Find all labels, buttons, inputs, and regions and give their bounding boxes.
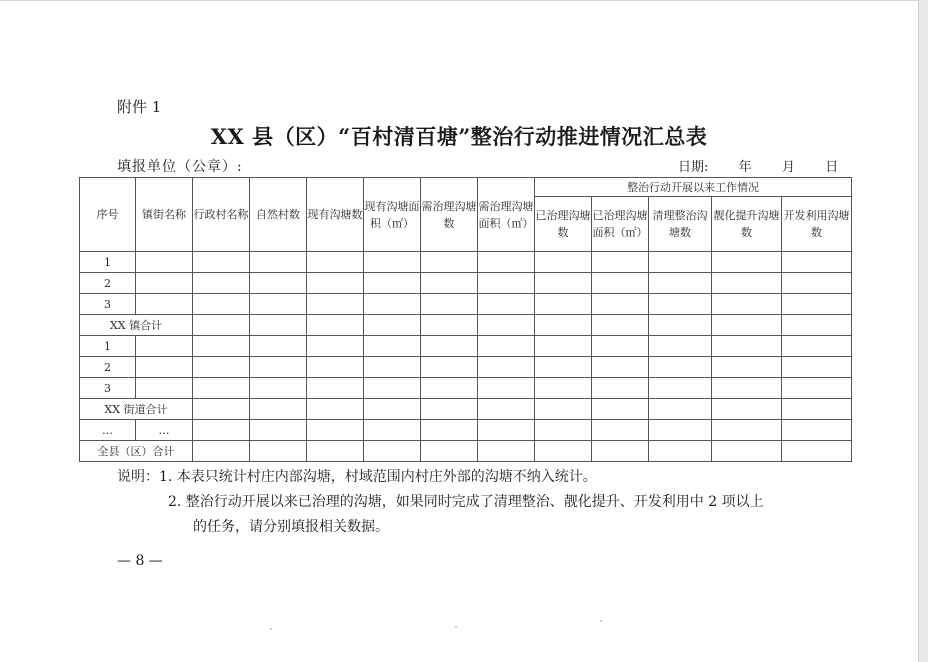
scan-speck [455, 626, 457, 628]
scan-speck [600, 620, 602, 622]
header-cleaned: 清理整治沟塘数 [649, 197, 712, 252]
note-line-2: 2. 整治行动开展以来已治理的沟塘，如果同时完成了清理整治、靓化提升、开发利用中 2 项以上 [168, 494, 764, 510]
header-treated-count: 已治理沟塘数 [535, 197, 592, 252]
header-beautified: 靓化提升沟塘数 [712, 197, 782, 252]
subtotal-label: XX 街道合计 [80, 399, 193, 420]
attachment-label: 附件 1 [117, 98, 162, 116]
page-title: XX 县（区）“百村清百塘”整治行动推进情况汇总表 [210, 124, 708, 149]
fill-unit-label: 填报单位（公章）: [117, 159, 243, 175]
subtotal-row [80, 399, 852, 420]
table-row [80, 357, 852, 378]
row-seq: 3 [80, 294, 136, 315]
date-month: 月 [781, 160, 795, 175]
header-town: 镇街名称 [136, 178, 193, 252]
header-need-count: 需治理沟塘数 [421, 178, 478, 252]
date-year: 年 [738, 160, 752, 175]
header-seq: 序号 [80, 178, 136, 252]
table-row [80, 252, 852, 273]
table-row [80, 273, 852, 294]
note-line-3: 的任务，请分别填报相关数据。 [193, 519, 389, 535]
header-admin-village: 行政村名称 [193, 178, 250, 252]
header-existing-area: 现有沟塘面积（㎡） [364, 178, 421, 252]
header-developed: 开发利用沟塘数 [782, 197, 852, 252]
row-seq: 1 [80, 336, 136, 357]
row-town: … [136, 420, 193, 441]
header-need-area: 需治理沟塘面积（㎡） [478, 178, 535, 252]
date-day: 日 [825, 160, 839, 175]
total-row [80, 441, 852, 462]
note-line-1: 说明：1. 本表只统计村庄内部沟塘，村域范围内村庄外部的沟塘不纳入统计。 [117, 469, 597, 485]
header-group: 整治行动开展以来工作情况 [535, 178, 852, 197]
table-row [80, 336, 852, 357]
date-line [678, 156, 838, 175]
table-row [80, 420, 852, 441]
subtotal-label: XX 镇合计 [80, 315, 193, 336]
subtotal-row [80, 315, 852, 336]
header-existing-ponds: 现有沟塘数 [307, 178, 364, 252]
row-seq: 3 [80, 378, 136, 399]
header-treated-area: 已治理沟塘面积（㎡） [592, 197, 649, 252]
date-label: 日期: [678, 160, 709, 175]
table-row [80, 294, 852, 315]
row-seq: 2 [80, 273, 136, 294]
table-row [80, 378, 852, 399]
header-natural-village: 自然村数 [250, 178, 307, 252]
page-number: — 8 — [117, 553, 163, 569]
scan-speck [270, 628, 272, 630]
total-label: 全县（区）合计 [80, 441, 193, 462]
top-border [0, 0, 918, 1]
row-seq: 2 [80, 357, 136, 378]
summary-table [79, 177, 852, 462]
row-seq: 1 [80, 252, 136, 273]
row-seq: … [80, 420, 136, 441]
